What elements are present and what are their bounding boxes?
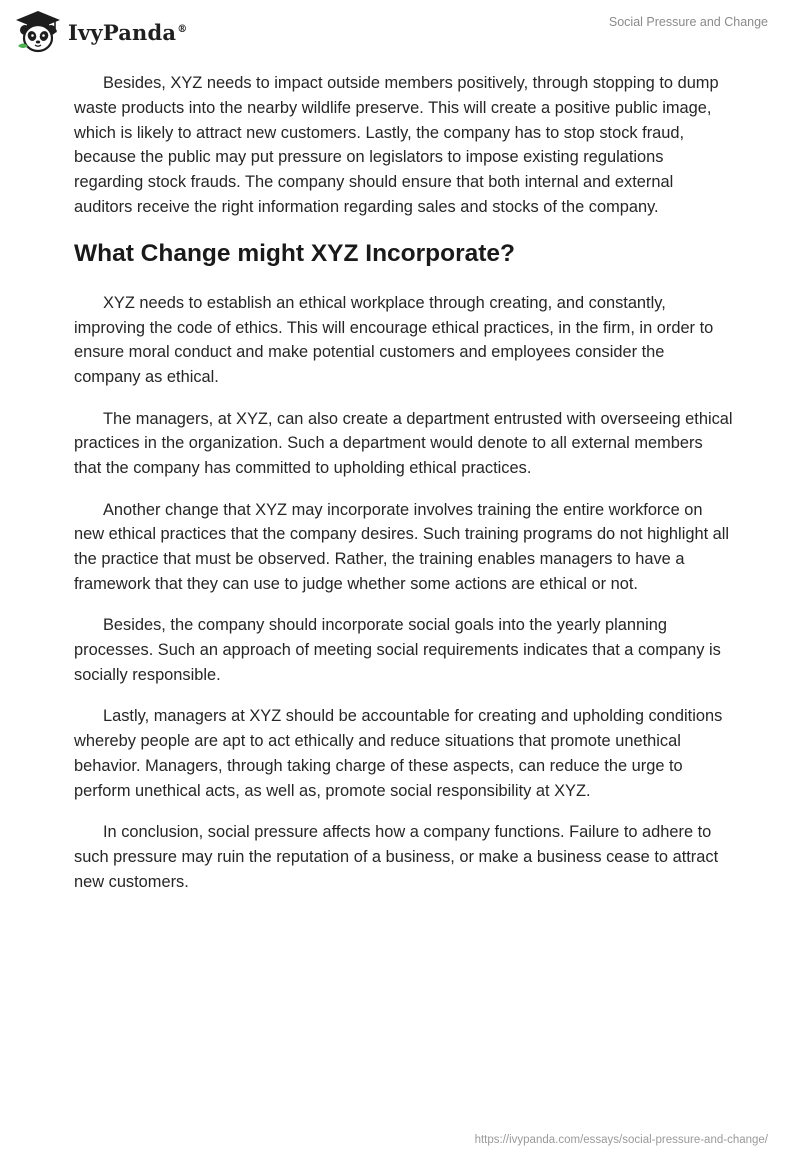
panda-graduate-icon xyxy=(14,8,62,56)
paragraph: The managers, at XYZ, can also create a department entrusted with overseeing ethical practices in the organization. Such a department would denote to all external members that the company has committed to upholding ethical practices. xyxy=(74,409,733,478)
paragraph: Besides, XYZ needs to impact outside members positively, through stopping to dump waste products into the nearby wildlife preserve. This will create a positive public image, which is likely to attract new customers. Lastly, the company has to stop stock fraud, because the public may put pressure on legislators to impose existing regulations regarding stock frauds. The company should ensure that both internal and external auditors receive the right information regarding sales and stocks of the company. xyxy=(74,74,719,216)
paragraph: Besides, the company should incorporate social goals into the yearly planning processes. Such an approach of meeting social requirements indicates that a company is socially responsible. xyxy=(74,616,721,684)
document-title: Social Pressure and Change xyxy=(608,15,768,29)
brand-name: IvyPanda® xyxy=(68,19,188,45)
paragraph: XYZ needs to establish an ethical workplace through creating, and constantly, improving the code of ethics. This will encourage ethical practices, in the firm, in order to ensure moral conduct and make potential customers and employees consider the company as ethical. xyxy=(74,293,714,387)
paragraph: Another change that XYZ may incorporate involves training the entire workforce on new ethical practices that the company desires. Such training programs do not highlight all the practice that must be observed. Rather, the training enables managers to have a framework that they can use to judge whether some actions are ethical or not. xyxy=(74,500,730,593)
page-header xyxy=(0,0,800,60)
source-url[interactable]: https://ivypanda.com/essays/social-pressure-and-change/ xyxy=(474,1134,768,1146)
section-heading: What Change might XYZ Incorporate? xyxy=(74,239,516,267)
paragraph: Lastly, managers at XYZ should be accountable for creating and upholding conditions whereby people are apt to act ethically and reduce situations that promote unethical behavior. Managers, through taking charge of these aspects, can reduce the urge to perform unethical acts, as well as, promote social responsibility at XYZ. xyxy=(74,707,723,800)
paragraph: In conclusion, social pressure affects how a company functions. Failure to adhere to such pressure may ruin the reputation of a business, or make a business cease to attract new customers. xyxy=(74,823,719,891)
brand-logo[interactable] xyxy=(14,8,187,56)
essay-content xyxy=(74,71,734,911)
